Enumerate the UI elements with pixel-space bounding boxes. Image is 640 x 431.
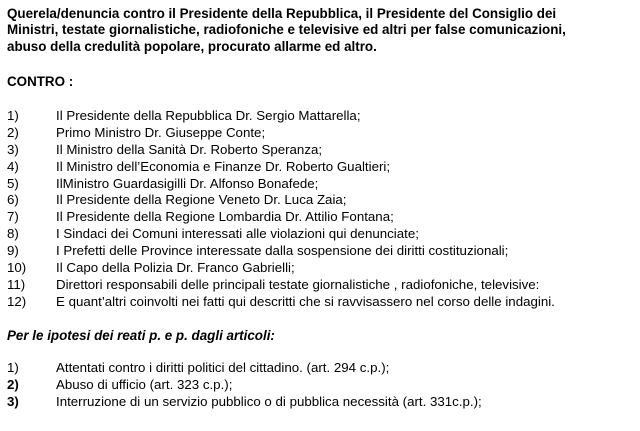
item-text: Il Presidente della Regione Veneto Dr. Luca Zaia; — [56, 192, 347, 208]
item-text: Il Presidente della Regione Lombardia Dr. Attilio Fontana; — [56, 209, 394, 225]
list-item — [7, 277, 637, 294]
item-number: 7) — [7, 209, 19, 225]
item-text: Abuso di ufficio (art. 323 c.p.); — [56, 376, 233, 392]
list-item — [7, 243, 637, 260]
list-item — [7, 209, 637, 226]
heading-line-1: Querela/denuncia contro il Presidente della Repubblica, il Presidente del Consiglio dei — [7, 6, 557, 21]
item-number: 6) — [7, 192, 19, 208]
heading-line-2: Ministri, testate giornalistiche, radiofoniche e televisive ed altri per false comunicazioni, — [7, 22, 566, 38]
document — [7, 6, 637, 410]
list-item — [7, 159, 637, 176]
item-number: 5) — [7, 175, 19, 191]
item-text: E quant’altri coinvolti nei fatti qui descritti che si ravvisassero nel corso delle indagini. — [56, 293, 555, 309]
item-number: 11) — [7, 276, 26, 292]
item-text: IlMinistro Guardasigilli Dr. Alfonso Bonafede; — [56, 175, 319, 191]
item-number: 8) — [7, 226, 19, 242]
list-item — [7, 176, 637, 193]
item-number: 3) — [7, 141, 19, 157]
item-text: Il Capo della Polizia Dr. Franco Gabrielli; — [56, 260, 295, 276]
list-item — [7, 294, 637, 311]
item-number: 10) — [7, 260, 27, 276]
reati-subtitle: Per le ipotesi dei reati p. e p. dagli articoli: — [7, 327, 275, 343]
list-item — [7, 125, 637, 142]
item-text: Primo Ministro Dr. Giuseppe Conte; — [56, 124, 266, 140]
heading-line-3: abuso della credulità popolare, procurato allarme ed altro. — [7, 38, 377, 54]
item-text: Il Ministro della Sanità Dr. Roberto Speranza; — [56, 141, 323, 157]
item-number: 1) — [7, 359, 19, 375]
item-text: Interruzione di un servizio pubblico o di pubblica necessità (art. 331c.p.); — [56, 393, 482, 409]
contro-list — [7, 108, 637, 311]
list-item — [7, 108, 637, 125]
item-text: I Sindaci dei Comuni interessati alle violazioni qui denunciate; — [56, 226, 419, 242]
item-number: 9) — [7, 243, 19, 259]
list-item — [7, 377, 637, 394]
item-number: 2) — [7, 376, 19, 392]
item-text: Il Ministro dell’Economia e Finanze Dr. Roberto Gualtieri; — [56, 158, 391, 174]
document-heading — [7, 6, 637, 55]
item-number: 4) — [7, 158, 19, 174]
list-item — [7, 142, 637, 159]
list-item — [7, 192, 637, 209]
item-number: 2) — [7, 124, 19, 140]
contro-label: CONTRO : — [7, 73, 74, 89]
reati-list — [7, 360, 637, 411]
item-number: 3) — [7, 393, 19, 409]
list-item — [7, 394, 637, 411]
list-item — [7, 226, 637, 243]
list-item — [7, 260, 637, 277]
item-text: Il Presidente della Repubblica Dr. Sergio Mattarella; — [56, 107, 361, 123]
item-text: I Prefetti delle Province interessate dalla sospensione dei diritti costituzionali; — [56, 243, 509, 259]
item-number: 12) — [7, 293, 27, 309]
item-number: 1) — [7, 107, 19, 123]
list-item — [7, 360, 637, 377]
item-text: Direttori responsabili delle principali testate giornalistiche , radiofoniche, televisive: — [56, 276, 540, 292]
item-text: Attentati contro i diritti politici del cittadino. (art. 294 c.p.); — [56, 359, 390, 375]
